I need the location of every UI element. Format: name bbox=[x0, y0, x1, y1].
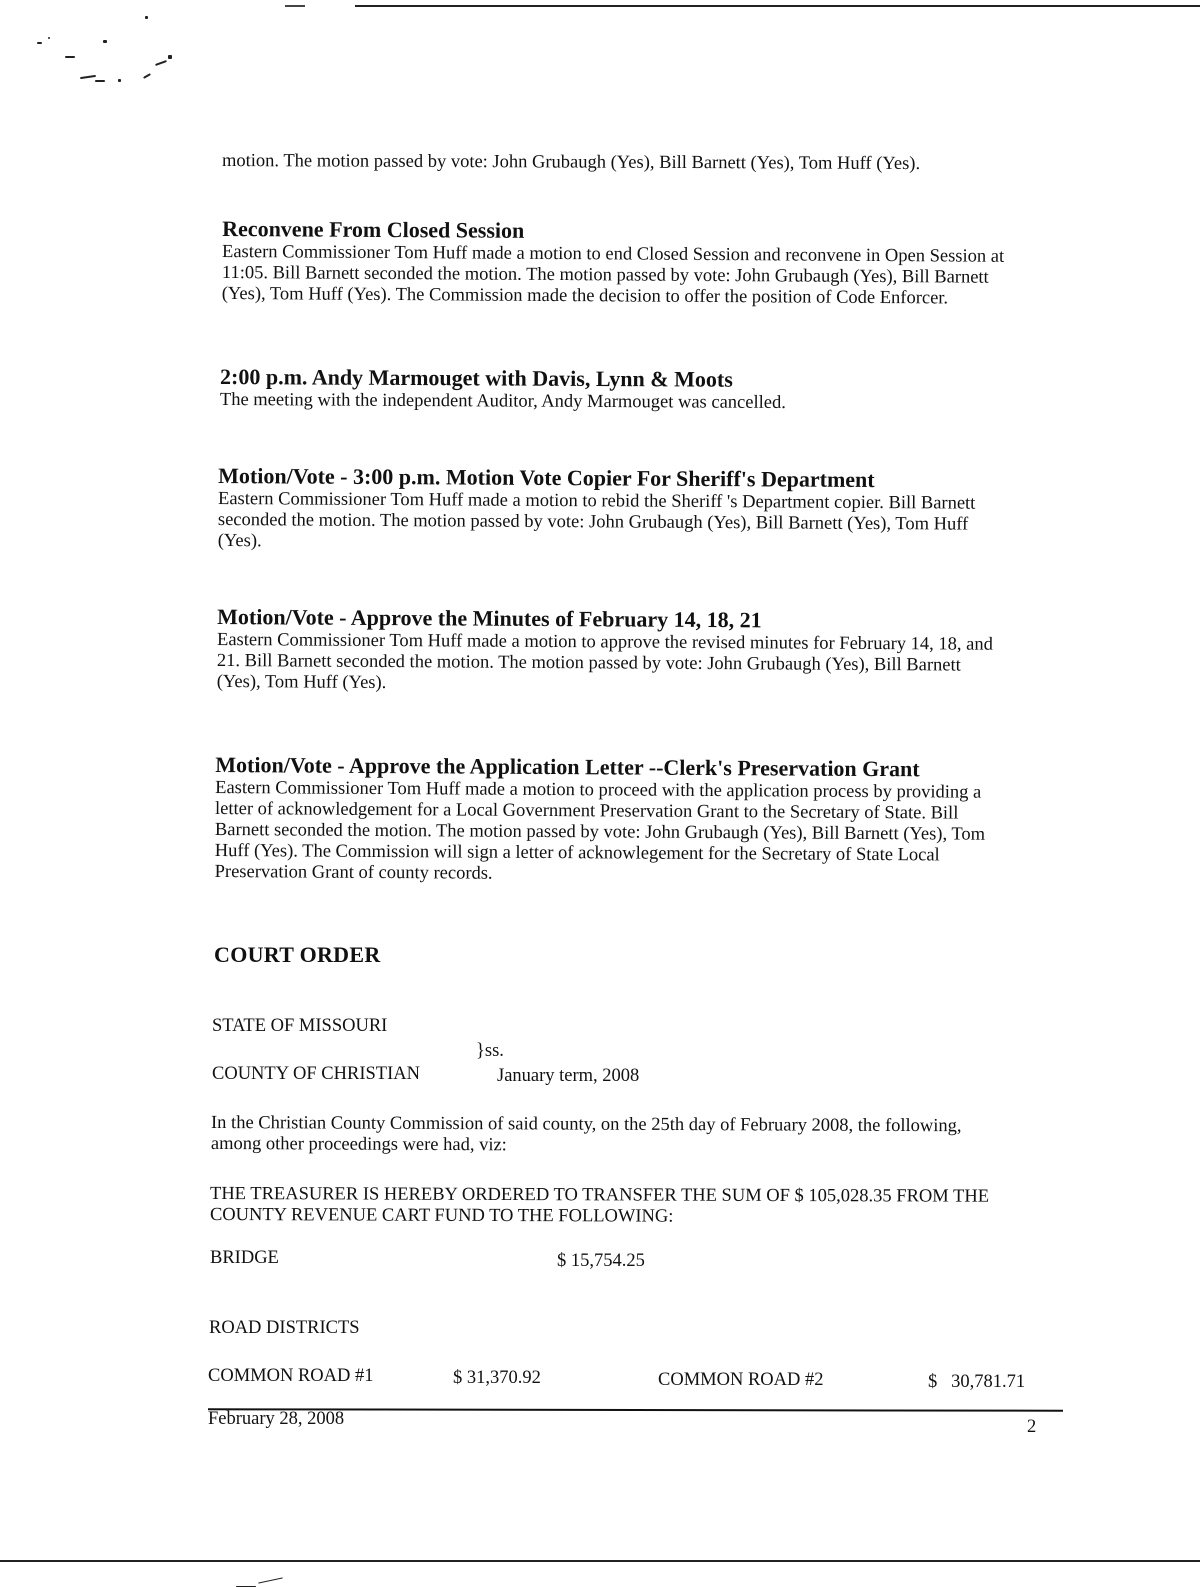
section-line: Barnett seconded the motion. The motion passed by vote: John Grubaugh (Yes), Bill Barnett (Yes), Tom bbox=[214, 819, 986, 845]
court-intro bbox=[211, 1113, 962, 1158]
section-line: seconded the motion. The motion passed by vote: John Grubaugh (Yes), Bill Barnett (Yes), Tom Huff bbox=[217, 509, 969, 535]
scan-line-artifact bbox=[355, 5, 1200, 7]
bridge-amount: $ 15,754.25 bbox=[557, 1251, 645, 1271]
section-reconvene bbox=[222, 216, 1005, 310]
section-line: Eastern Commissioner Tom Huff made a motion to rebid the Sheriff 's Department copier. Bill Barnett bbox=[217, 489, 976, 514]
section-line: (Yes). bbox=[217, 530, 262, 552]
section-preservation-grant bbox=[215, 752, 986, 888]
section-line: 21. Bill Barnett seconded the motion. The motion passed by vote: John Grubaugh (Yes), Bill Barnett bbox=[216, 650, 961, 676]
ss-bracket: }ss. bbox=[476, 1041, 504, 1061]
section-line: Eastern Commissioner Tom Huff made a motion to proceed with the application process by providing a bbox=[215, 778, 982, 803]
transfer-order bbox=[210, 1184, 989, 1229]
court-order-heading: COURT ORDER bbox=[214, 942, 381, 967]
section-copier bbox=[218, 463, 976, 557]
section-line: letter of acknowledgement for a Local Government Preservation Grant to the Secretary of State. Bill bbox=[214, 799, 959, 824]
bridge-label: BRIDGE bbox=[210, 1248, 279, 1268]
section-heading: Motion/Vote - Approve the Application Letter --Clerk's Preservation Grant bbox=[215, 752, 920, 782]
common-road-1-label: COMMON ROAD #1 bbox=[208, 1366, 374, 1386]
common-road-2-amount: $ 30,781.71 bbox=[928, 1372, 1026, 1392]
section-line: Preservation Grant of county records. bbox=[214, 861, 493, 884]
section-heading: Motion/Vote - Approve the Minutes of February 14, 18, 21 bbox=[217, 604, 762, 633]
page-number: 2 bbox=[1027, 1417, 1037, 1437]
intro-line: In the Christian County Commission of said county, on the 25th day of February 2008, the following, bbox=[211, 1113, 962, 1137]
section-line: The meeting with the independent Auditor, Andy Marmouget was cancelled. bbox=[219, 389, 786, 413]
section-line: (Yes), Tom Huff (Yes). bbox=[216, 671, 387, 694]
section-line: 11:05. Bill Barnett seconded the motion. The motion passed by vote: John Grubaugh (Yes), Bill Barnett bbox=[221, 262, 989, 288]
section-line: Eastern Commissioner Tom Huff made a motion to approve the revised minutes for February 14, 18, and bbox=[216, 630, 993, 655]
scan-line-artifact bbox=[285, 5, 305, 7]
continuation-text: motion. The motion passed by vote: John Grubaugh (Yes), Bill Barnett (Yes), Tom Huff (Yes). bbox=[221, 151, 921, 175]
intro-line: among other proceedings were had, viz: bbox=[210, 1134, 507, 1156]
state-label: STATE OF MISSOURI bbox=[212, 1016, 388, 1036]
section-line: Eastern Commissioner Tom Huff made a motion to end Closed Session and reconvene in Open Session at bbox=[221, 242, 1005, 267]
section-heading: Reconvene From Closed Session bbox=[222, 216, 525, 243]
county-label: COUNTY OF CHRISTIAN bbox=[212, 1064, 420, 1084]
section-heading: Motion/Vote - 3:00 p.m. Motion Vote Copier For Sheriff's Department bbox=[218, 463, 875, 493]
section-line: Huff (Yes). The Commission will sign a letter of acknowlegement for the Secretary of State Local bbox=[214, 840, 940, 866]
footer-date: February 28, 2008 bbox=[208, 1409, 345, 1429]
section-auditor bbox=[220, 364, 786, 414]
common-road-1-amount: $ 31,370.92 bbox=[453, 1368, 541, 1388]
section-line: (Yes), Tom Huff (Yes). The Commission made the decision to offer the position of Code Enforcer. bbox=[221, 283, 949, 309]
order-line: THE TREASURER IS HEREBY ORDERED TO TRANSFER THE SUM OF $ 105,028.35 FROM THE bbox=[210, 1184, 990, 1207]
scan-line-artifact bbox=[0, 1560, 1200, 1562]
section-minutes bbox=[217, 604, 993, 698]
section-heading: 2:00 p.m. Andy Marmouget with Davis, Lynn & Moots bbox=[219, 364, 733, 392]
order-line: COUNTY REVENUE CART FUND TO THE FOLLOWING: bbox=[209, 1205, 674, 1227]
road-districts-label: ROAD DISTRICTS bbox=[209, 1318, 360, 1338]
common-road-2-label: COMMON ROAD #2 bbox=[658, 1370, 824, 1390]
term-label: January term, 2008 bbox=[497, 1066, 640, 1086]
